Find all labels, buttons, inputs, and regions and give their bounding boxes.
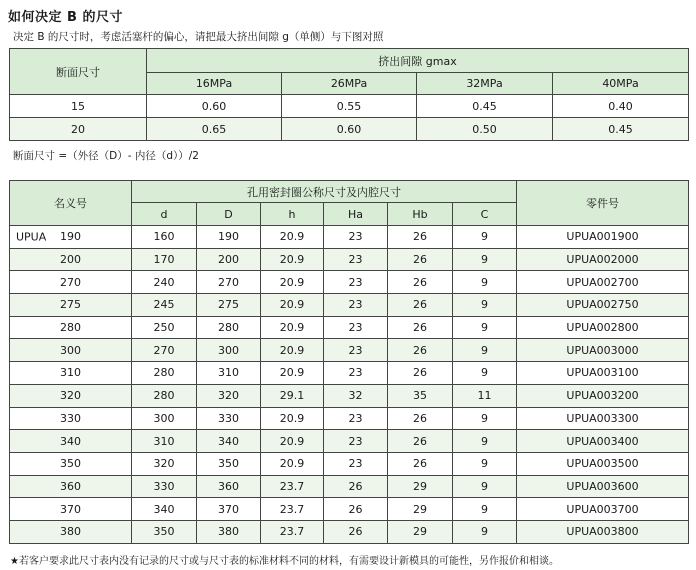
nominal-number-cell [10, 520, 132, 543]
pressure-header: 40MPa [553, 73, 689, 95]
nominal-number-cell [10, 362, 132, 385]
nominal-number: 310 [60, 366, 81, 380]
nominal-number: 330 [60, 411, 81, 425]
dimension-cell-ha: 23 [324, 407, 388, 430]
part-number-cell: UPUA003200 [517, 384, 689, 407]
dimension-cell-hb: 26 [388, 226, 453, 249]
table-row [10, 475, 689, 498]
series-prefix: UPUA [16, 230, 47, 244]
gap-value-cell: 0.50 [417, 118, 553, 141]
dimension-cell-hb: 26 [388, 294, 453, 317]
dimension-cell-d: 370 [197, 498, 261, 521]
dimension-cell-d: 350 [132, 520, 197, 543]
nominal-number-cell [10, 226, 132, 249]
dimension-cell-d: 320 [197, 384, 261, 407]
dimension-cell-hb: 26 [388, 430, 453, 453]
nominal-number-cell [10, 407, 132, 430]
part-number-cell: UPUA003400 [517, 430, 689, 453]
dimension-cell-ha: 23 [324, 339, 388, 362]
nominal-number: 280 [60, 321, 81, 335]
gap-value-cell: 0.45 [417, 95, 553, 118]
part-number-cell: UPUA002700 [517, 271, 689, 294]
nominal-number: 350 [60, 457, 81, 471]
dimension-cell-c: 9 [453, 520, 517, 543]
dimension-cell-c: 9 [453, 271, 517, 294]
dimension-cell-d: 380 [197, 520, 261, 543]
dimension-cell-hb: 26 [388, 316, 453, 339]
dimension-cell-h: 23.7 [261, 498, 324, 521]
dimension-cell-hb: 26 [388, 407, 453, 430]
nominal-number: 340 [60, 434, 81, 448]
nominal-number-cell [10, 294, 132, 317]
nominal-number: 370 [60, 502, 81, 516]
dimension-cell-ha: 26 [324, 520, 388, 543]
dimension-cell-d: 360 [197, 475, 261, 498]
pressure-header: 16MPa [147, 73, 282, 95]
dimension-cell-ha: 23 [324, 248, 388, 271]
table-row [10, 384, 689, 407]
nominal-number: 320 [60, 389, 81, 403]
dimension-cell-c: 11 [453, 384, 517, 407]
nominal-number: 380 [60, 525, 81, 539]
extrusion-gap-header: 挤出间隙 gmax [147, 49, 689, 73]
dimension-group-header: 孔用密封圈公称尺寸及内腔尺寸 [132, 181, 517, 203]
table-row [10, 271, 689, 294]
table-row [10, 362, 689, 385]
dimension-cell-d: 340 [132, 498, 197, 521]
dimension-cell-d: 350 [197, 452, 261, 475]
dimension-header: Hb [388, 203, 453, 226]
dimension-cell-d: 190 [197, 226, 261, 249]
dimension-header: D [197, 203, 261, 226]
nominal-number-header: 名义号 [10, 181, 132, 226]
dimension-cell-h: 23.7 [261, 475, 324, 498]
dimension-cell-hb: 35 [388, 384, 453, 407]
dimension-cell-d: 280 [197, 316, 261, 339]
dimension-cell-h: 20.9 [261, 271, 324, 294]
dimension-cell-ha: 23 [324, 316, 388, 339]
section-size-cell: 20 [10, 118, 147, 141]
dimension-cell-c: 9 [453, 430, 517, 453]
part-number-cell: UPUA003700 [517, 498, 689, 521]
dimension-cell-c: 9 [453, 226, 517, 249]
dimension-cell-h: 20.9 [261, 226, 324, 249]
dimension-header: d [132, 203, 197, 226]
dimension-cell-d: 310 [132, 430, 197, 453]
section-size-formula: 断面尺寸 =（外径（D）- 内径（d））/2 [13, 150, 199, 162]
pressure-header: 32MPa [417, 73, 553, 95]
dimension-cell-d: 245 [132, 294, 197, 317]
part-number-cell: UPUA003800 [517, 520, 689, 543]
dimension-cell-ha: 26 [324, 475, 388, 498]
dimension-cell-c: 9 [453, 316, 517, 339]
part-number-cell: UPUA003000 [517, 339, 689, 362]
part-number-cell: UPUA003100 [517, 362, 689, 385]
nominal-number-cell [10, 271, 132, 294]
gap-value-cell: 0.65 [147, 118, 282, 141]
dimension-cell-d: 320 [132, 452, 197, 475]
part-number-cell: UPUA003500 [517, 452, 689, 475]
dimension-cell-hb: 26 [388, 248, 453, 271]
dimension-cell-ha: 23 [324, 362, 388, 385]
dimension-cell-d: 300 [132, 407, 197, 430]
dimension-cell-ha: 26 [324, 498, 388, 521]
dimension-cell-ha: 23 [324, 452, 388, 475]
dimension-cell-h: 20.9 [261, 339, 324, 362]
pressure-header: 26MPa [282, 73, 417, 95]
table-row [10, 95, 689, 118]
dimension-cell-h: 23.7 [261, 520, 324, 543]
dimension-cell-h: 20.9 [261, 316, 324, 339]
dimension-header: Ha [324, 203, 388, 226]
dimension-cell-d: 275 [197, 294, 261, 317]
dimension-cell-c: 9 [453, 362, 517, 385]
part-number-cell: UPUA002800 [517, 316, 689, 339]
table-row [10, 248, 689, 271]
part-number-cell: UPUA003300 [517, 407, 689, 430]
dimension-cell-h: 20.9 [261, 294, 324, 317]
dimension-cell-d: 240 [132, 271, 197, 294]
dimension-header: h [261, 203, 324, 226]
nominal-number-cell [10, 316, 132, 339]
table-row [10, 118, 689, 141]
dimension-cell-d: 330 [197, 407, 261, 430]
dimension-cell-c: 9 [453, 407, 517, 430]
dimension-cell-d: 250 [132, 316, 197, 339]
dimension-cell-h: 20.9 [261, 248, 324, 271]
dimension-cell-c: 9 [453, 339, 517, 362]
dimension-cell-hb: 29 [388, 498, 453, 521]
dimension-header: C [453, 203, 517, 226]
nominal-number-cell [10, 430, 132, 453]
dimension-cell-d: 200 [197, 248, 261, 271]
nominal-number-cell [10, 339, 132, 362]
part-number-cell: UPUA001900 [517, 226, 689, 249]
dimension-cell-d: 340 [197, 430, 261, 453]
part-number-cell: UPUA002750 [517, 294, 689, 317]
dimension-cell-h: 20.9 [261, 407, 324, 430]
nominal-number-cell [10, 384, 132, 407]
dimension-cell-h: 20.9 [261, 362, 324, 385]
table-row [10, 520, 689, 543]
dimension-cell-hb: 29 [388, 520, 453, 543]
section-size-header: 断面尺寸 [10, 49, 147, 95]
dimension-cell-d: 160 [132, 226, 197, 249]
dimension-cell-ha: 23 [324, 271, 388, 294]
extrusion-gap-table [9, 48, 689, 141]
gap-value-cell: 0.60 [282, 118, 417, 141]
dimension-cell-c: 9 [453, 475, 517, 498]
nominal-number: 300 [60, 343, 81, 357]
dimension-cell-d: 270 [132, 339, 197, 362]
gap-value-cell: 0.40 [553, 95, 689, 118]
nominal-number-cell [10, 475, 132, 498]
page-title: 如何决定 B 的尺寸 [8, 10, 123, 25]
dimension-cell-h: 29.1 [261, 384, 324, 407]
dimension-cell-ha: 32 [324, 384, 388, 407]
dimension-cell-c: 9 [453, 452, 517, 475]
dimension-cell-ha: 23 [324, 226, 388, 249]
nominal-number-cell [10, 452, 132, 475]
table-row [10, 316, 689, 339]
table-row [10, 498, 689, 521]
dimension-cell-hb: 26 [388, 339, 453, 362]
dimension-cell-c: 9 [453, 294, 517, 317]
dimension-cell-d: 280 [132, 362, 197, 385]
dimension-cell-h: 20.9 [261, 430, 324, 453]
table-row [10, 294, 689, 317]
dimension-cell-d: 280 [132, 384, 197, 407]
nominal-number-cell [10, 248, 132, 271]
dimension-cell-hb: 29 [388, 475, 453, 498]
dimension-cell-c: 9 [453, 498, 517, 521]
table-row [10, 226, 689, 249]
part-number-cell: UPUA003600 [517, 475, 689, 498]
footnote: ★若客户要求此尺寸表内没有记录的尺寸或与尺寸表的标准材料不同的材料，有需要设计新模具的可能性，另作报价和相谈。 [10, 556, 559, 567]
gap-value-cell: 0.60 [147, 95, 282, 118]
dimension-cell-d: 300 [197, 339, 261, 362]
table-row [10, 339, 689, 362]
dimension-cell-hb: 26 [388, 271, 453, 294]
dimension-cell-d: 270 [197, 271, 261, 294]
nominal-number: 200 [60, 253, 81, 267]
dimension-cell-d: 170 [132, 248, 197, 271]
nominal-number: 270 [60, 275, 81, 289]
intro-text: 决定 B 的尺寸时，考虑活塞杆的偏心，请把最大挤出间隙 g（单侧）与下图对照 [13, 31, 384, 43]
dimension-cell-hb: 26 [388, 452, 453, 475]
dimension-cell-ha: 23 [324, 294, 388, 317]
section-size-cell: 15 [10, 95, 147, 118]
table-row [10, 407, 689, 430]
gap-value-cell: 0.45 [553, 118, 689, 141]
dimension-cell-h: 20.9 [261, 452, 324, 475]
gap-value-cell: 0.55 [282, 95, 417, 118]
dimension-cell-d: 330 [132, 475, 197, 498]
nominal-number-cell [10, 498, 132, 521]
dimension-cell-ha: 23 [324, 430, 388, 453]
nominal-number: 190 [60, 230, 81, 244]
table-row [10, 430, 689, 453]
dimension-cell-c: 9 [453, 248, 517, 271]
seal-size-table [9, 180, 689, 544]
dimension-cell-hb: 26 [388, 362, 453, 385]
part-number-cell: UPUA002000 [517, 248, 689, 271]
part-number-header: 零件号 [517, 181, 689, 226]
dimension-cell-d: 310 [197, 362, 261, 385]
nominal-number: 360 [60, 479, 81, 493]
table-row [10, 452, 689, 475]
nominal-number: 275 [60, 298, 81, 312]
